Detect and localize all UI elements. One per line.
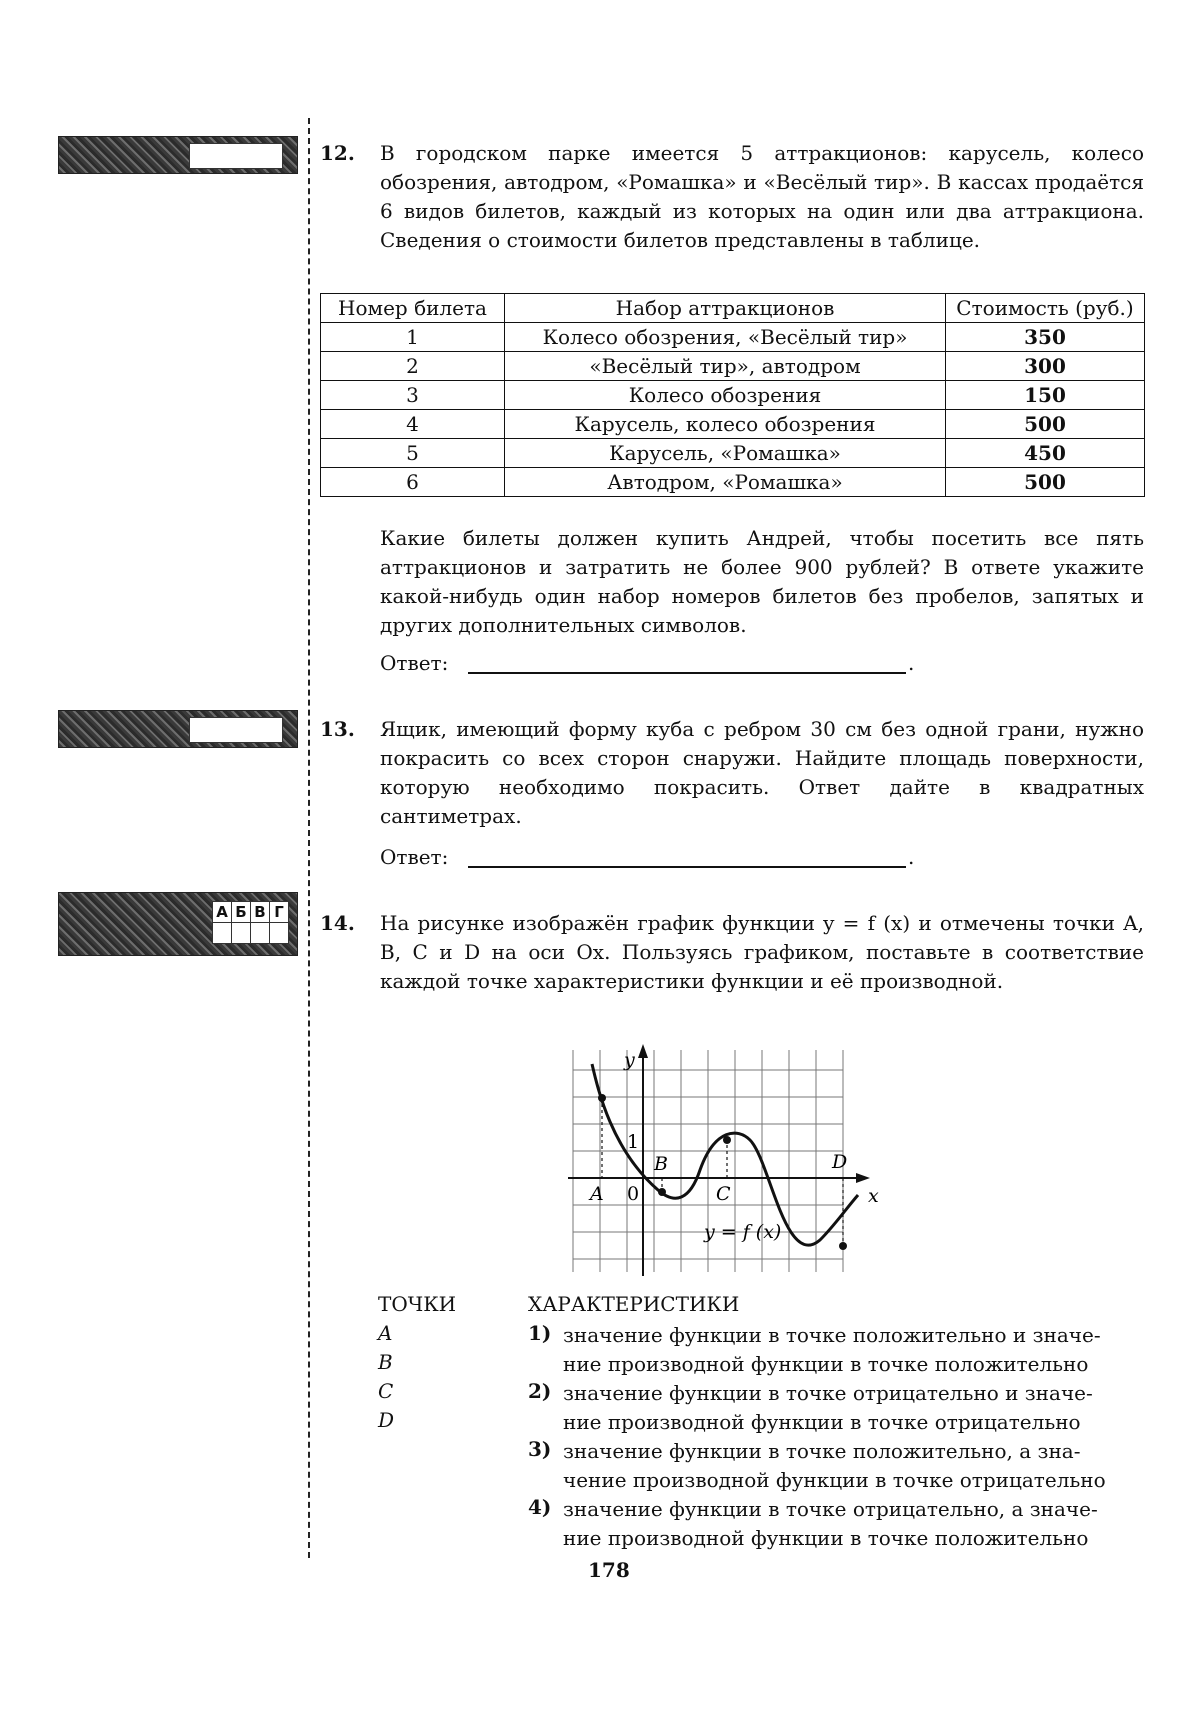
characteristic-line: значение функции в точке отрицательно и значе- [563, 1381, 1093, 1405]
characteristic-text [563, 1437, 1143, 1495]
ticket-attractions: Колесо обозрения [505, 381, 946, 410]
characteristic-line: чение производной функции в точке отрицательно [563, 1468, 1106, 1492]
task-12-answer-line[interactable] [468, 672, 906, 674]
points-header: ТОЧКИ [378, 1292, 457, 1316]
table-row [321, 381, 1145, 410]
grid-answer-cell[interactable] [232, 923, 251, 944]
y-axis-arrow [638, 1044, 648, 1058]
table-row [321, 468, 1145, 497]
function-graph [540, 1040, 880, 1280]
ticket-cost: 300 [946, 352, 1145, 381]
characteristic-text [563, 1495, 1143, 1553]
ticket-attractions: Колесо обозрения, «Весёлый тир» [505, 323, 946, 352]
y-axis-label: y [624, 1049, 635, 1071]
ticket-number: 6 [321, 468, 505, 497]
header-cost: Стоимость (руб.) [946, 294, 1145, 323]
point-item: D [378, 1408, 395, 1432]
ticket-number: 1 [321, 323, 505, 352]
page-number: 178 [588, 1558, 630, 1582]
ticket-cost: 150 [946, 381, 1145, 410]
task-12-text: В городском парке имеется 5 аттракционов: карусель, колесо обозрения, автодром, «Ромашка» и «Весёлый тир». В кассах продаётся 6 видов билетов, каждый из которых на один или два аттракциона. Сведения о стоимости билетов представлены в таблице. [380, 141, 1144, 252]
characteristic-line: ние производной функции в точке положительно [563, 1526, 1089, 1550]
ticket-table [320, 293, 1145, 497]
task-13-answer-box[interactable] [189, 717, 283, 743]
task-12-number: 12. [320, 141, 355, 165]
ticket-cost: 350 [946, 323, 1145, 352]
grid-answer-cell[interactable] [251, 923, 270, 944]
characteristic-number: 1) [528, 1321, 552, 1345]
task-13-answer-label: Ответ: [380, 845, 449, 869]
characteristic-text [563, 1379, 1143, 1437]
characteristic-line: значение функции в точке положительно, а зна- [563, 1439, 1081, 1463]
ticket-attractions: Автодром, «Ромашка» [505, 468, 946, 497]
characteristic-number: 3) [528, 1437, 552, 1461]
ticket-number: 3 [321, 381, 505, 410]
table-row [321, 410, 1145, 439]
origin-label: 0 [627, 1183, 640, 1205]
answer-period: . [908, 651, 915, 675]
table-row [321, 352, 1145, 381]
ticket-number: 2 [321, 352, 505, 381]
task-13-marker [58, 710, 298, 748]
task-12-question: Какие билеты должен купить Андрей, чтобы посетить все пять аттракционов и затратить не более 900 рублей? В ответе укажите какой-нибудь один набор номеров билетов без пробелов, запятых и других дополнительных символов. [380, 526, 1144, 637]
ticket-number: 5 [321, 439, 505, 468]
task-14-text: На рисунке изображён график функции y = f (x) и отмечены точки A, B, C и D на оси Ox. Пользуясь графиком, поставьте в соответствие каждой точке характеристики функции и её производной. [380, 911, 1144, 993]
point-item: B [378, 1350, 393, 1374]
characteristic-number: 2) [528, 1379, 552, 1403]
ticket-attractions: «Весёлый тир», автодром [505, 352, 946, 381]
task-13-number: 13. [320, 717, 355, 741]
ticket-number: 4 [321, 410, 505, 439]
characteristic-line: ние производной функции в точке отрицательно [563, 1410, 1081, 1434]
grid-letter: В [251, 902, 270, 923]
task-14-marker [58, 892, 298, 956]
task-12-answer-label: Ответ: [380, 651, 449, 675]
point-item: A [378, 1321, 393, 1345]
x-axis-label: x [868, 1185, 879, 1207]
ticket-cost: 500 [946, 468, 1145, 497]
grid-answer-cell[interactable] [213, 923, 232, 944]
point-b-label: B [654, 1153, 668, 1175]
task-13-answer-line[interactable] [468, 866, 906, 868]
table-header-row [321, 294, 1145, 323]
point-d-label: D [832, 1151, 848, 1173]
point-c-label: C [716, 1183, 731, 1205]
curve-label: y = f (x) [704, 1221, 782, 1243]
characteristic-line: ние производной функции в точке положительно [563, 1352, 1089, 1376]
table-row [321, 439, 1145, 468]
characteristic-number: 4) [528, 1495, 552, 1519]
characteristic-text [563, 1321, 1143, 1379]
ticket-attractions: Карусель, «Ромашка» [505, 439, 946, 468]
characteristic-line: значение функции в точке отрицательно, а значе- [563, 1497, 1098, 1521]
header-ticket-number: Номер билета [321, 294, 505, 323]
task-14-number: 14. [320, 911, 355, 935]
point-a-label: A [590, 1183, 604, 1205]
characteristic-line: значение функции в точке положительно и значе- [563, 1323, 1101, 1347]
characteristics-header: ХАРАКТЕРИСТИКИ [528, 1292, 740, 1316]
table-row [321, 323, 1145, 352]
ticket-attractions: Карусель, колесо обозрения [505, 410, 946, 439]
point-item: C [378, 1379, 394, 1403]
grid-letter: Б [232, 902, 251, 923]
task-14-answer-grid [212, 901, 289, 944]
unit-label: 1 [627, 1131, 640, 1153]
function-curve [592, 1064, 858, 1245]
grid-letter: Г [270, 902, 289, 923]
cut-line [308, 118, 310, 1558]
task-13-text: Ящик, имеющий форму куба с ребром 30 см без одной грани, нужно покрасить со всех сторон снаружи. Найдите площадь поверхности, которую необходимо покрасить. Ответ дайте в квадратных сантиметрах. [380, 717, 1144, 828]
task-12-marker [58, 136, 298, 174]
ticket-cost: 450 [946, 439, 1145, 468]
grid-answer-cell[interactable] [270, 923, 289, 944]
header-attractions: Набор аттракционов [505, 294, 946, 323]
x-axis-arrow [856, 1173, 870, 1183]
ticket-cost: 500 [946, 410, 1145, 439]
answer-period: . [908, 845, 915, 869]
grid-letter: А [213, 902, 232, 923]
task-12-answer-box[interactable] [189, 143, 283, 169]
